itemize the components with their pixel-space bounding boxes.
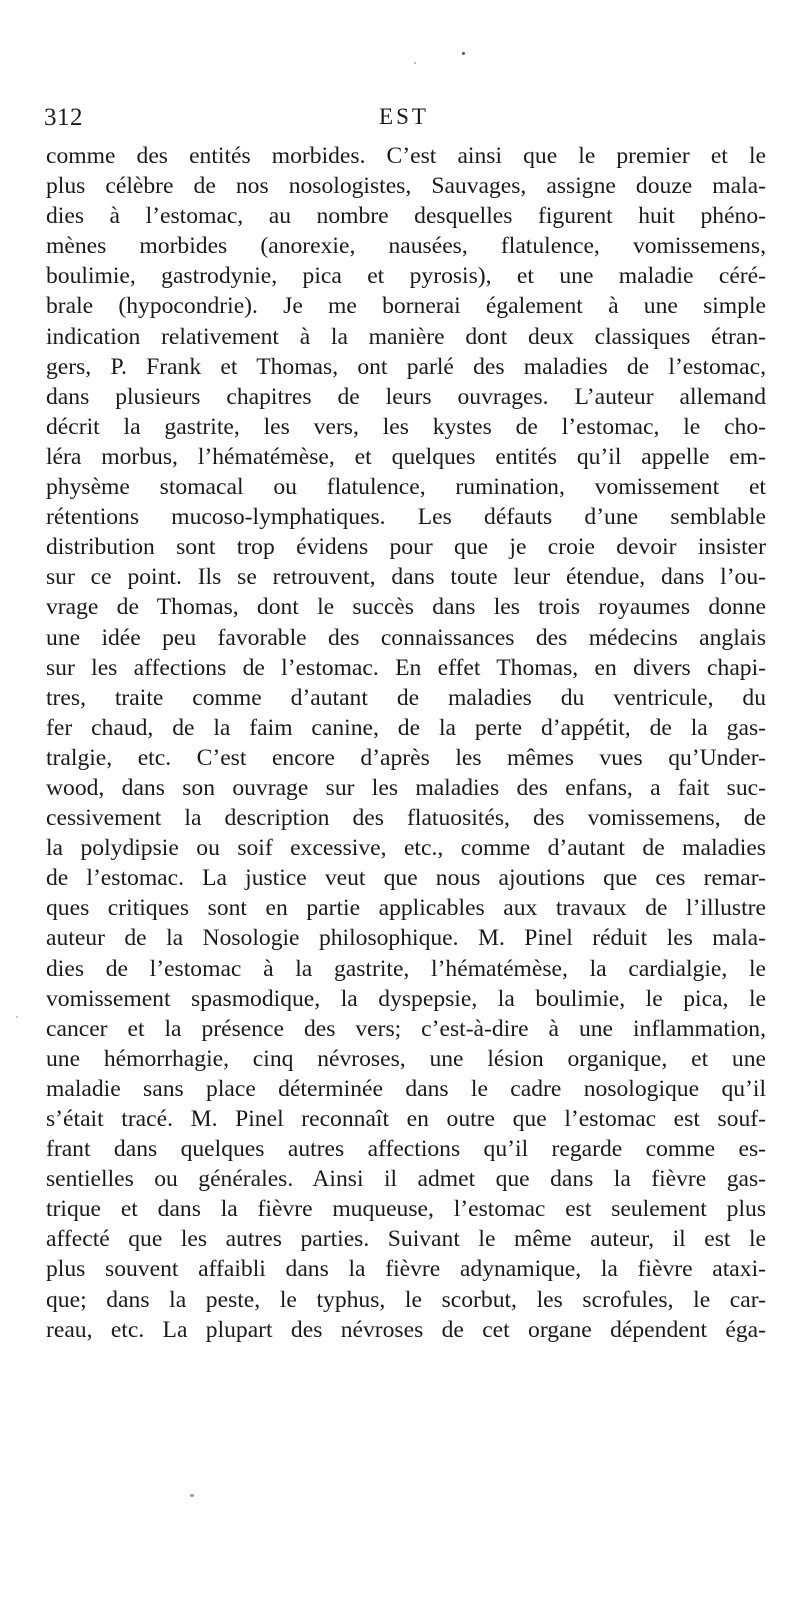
scan-speck <box>414 62 416 64</box>
text-line: plus souvent affaibli dans la fièvre adynamique, la fièvre ataxi- <box>46 1256 766 1283</box>
scan-speck <box>462 52 465 55</box>
text-line: dies de l’estomac à la gastrite, l’hématémèse, la cardialgie, le <box>46 955 766 982</box>
text-line: plus célèbre de nos nosologistes, Sauvages, assigne douze mala- <box>46 173 766 200</box>
scan-speck <box>190 1494 194 1497</box>
text-line: que; dans la peste, le typhus, le scorbut, les scrofules, le car- <box>46 1286 766 1313</box>
scan-speck <box>16 1016 18 1018</box>
text-line: vrage de Thomas, dont le succès dans les trois royaumes donne <box>46 594 766 621</box>
text-line: dies à l’estomac, au nombre desquelles figurent huit phéno- <box>46 203 766 230</box>
running-head: EST <box>379 104 429 129</box>
text-line: frant dans quelques autres affections qu’il regarde comme es- <box>46 1136 766 1163</box>
text-line: reau, etc. La plupart des névroses de cet organe dépendent éga- <box>46 1316 766 1343</box>
text-line: tres, traite comme d’autant de maladies du ventricule, du <box>46 684 766 711</box>
text-line: brale (hypocondrie). Je me bornerai également à une simple <box>46 293 766 320</box>
text-line: s’était tracé. M. Pinel reconnaît en outre que l’estomac est souf- <box>46 1106 766 1132</box>
text-line: cancer et la présence des vers; c’est-à-dire à une inflammation, <box>46 1015 766 1042</box>
text-line: ques critiques sont en partie applicables aux travaux de l’illustre <box>46 895 766 922</box>
text-line: distribution sont trop évidens pour que je croie devoir insister <box>46 534 766 561</box>
text-line: wood, dans son ouvrage sur les maladies des enfans, a fait suc- <box>46 774 766 801</box>
text-line: indication relativement à la manière dont deux classiques étran- <box>46 323 766 350</box>
text-line: sentielles ou générales. Ainsi il admet que dans la fièvre gas- <box>46 1166 766 1193</box>
text-line: décrit la gastrite, les vers, les kystes de l’estomac, le cho- <box>46 413 766 440</box>
text-line: trique et dans la fièvre muqueuse, l’estomac est seulement plus <box>46 1196 766 1223</box>
page-number: 312 <box>44 104 83 131</box>
text-line: de l’estomac. La justice veut que nous ajoutions que ces remar- <box>46 865 766 892</box>
text-line: une hémorrhagie, cinq névroses, une lésion organique, et une <box>46 1045 766 1072</box>
text-line: sur ce point. Ils se retrouvent, dans toute leur étendue, dans l’ou- <box>46 564 766 591</box>
text-line: sur les affections de l’estomac. En effet Thomas, en divers chapi- <box>46 654 766 681</box>
text-line: tralgie, etc. C’est encore d’après les mêmes vues qu’Under- <box>46 744 766 771</box>
text-line: rétentions mucoso-lymphatiques. Les défauts d’une semblable <box>46 504 766 531</box>
text-line: mènes morbides (anorexie, nausées, flatulence, vomissemens, <box>46 233 766 260</box>
text-line: la polydipsie ou soif excessive, etc., comme d’autant de maladies <box>46 835 766 862</box>
text-line: dans plusieurs chapitres de leurs ouvrages. L’auteur allemand <box>46 383 766 410</box>
text-line: maladie sans place déterminée dans le cadre nosologique qu’il <box>46 1075 766 1102</box>
text-line: léra morbus, l’hématémèse, et quelques entités qu’il appelle em- <box>46 443 766 470</box>
body-text <box>46 141 766 1345</box>
text-line: boulimie, gastrodynie, pica et pyrosis), et une maladie céré- <box>46 263 766 290</box>
text-line: vomissement spasmodique, la dyspepsie, la boulimie, le pica, le <box>46 985 766 1012</box>
text-line: cessivement la description des flatuosités, des vomissemens, de <box>46 805 766 832</box>
text-line: auteur de la Nosologie philosophique. M. Pinel réduit les mala- <box>46 925 766 952</box>
text-line: comme des entités morbides. C’est ainsi que le premier et le <box>46 143 766 169</box>
text-line: une idée peu favorable des connaissances des médecins anglais <box>46 624 766 651</box>
page-header <box>44 104 764 140</box>
text-line: gers, P. Frank et Thomas, ont parlé des maladies de l’estomac, <box>46 353 766 380</box>
text-line: affecté que les autres parties. Suivant le même auteur, il est le <box>46 1226 766 1253</box>
text-line: physème stomacal ou flatulence, rumination, vomissement et <box>46 474 766 501</box>
text-line: fer chaud, de la faim canine, de la perte d’appétit, de la gas- <box>46 714 766 741</box>
